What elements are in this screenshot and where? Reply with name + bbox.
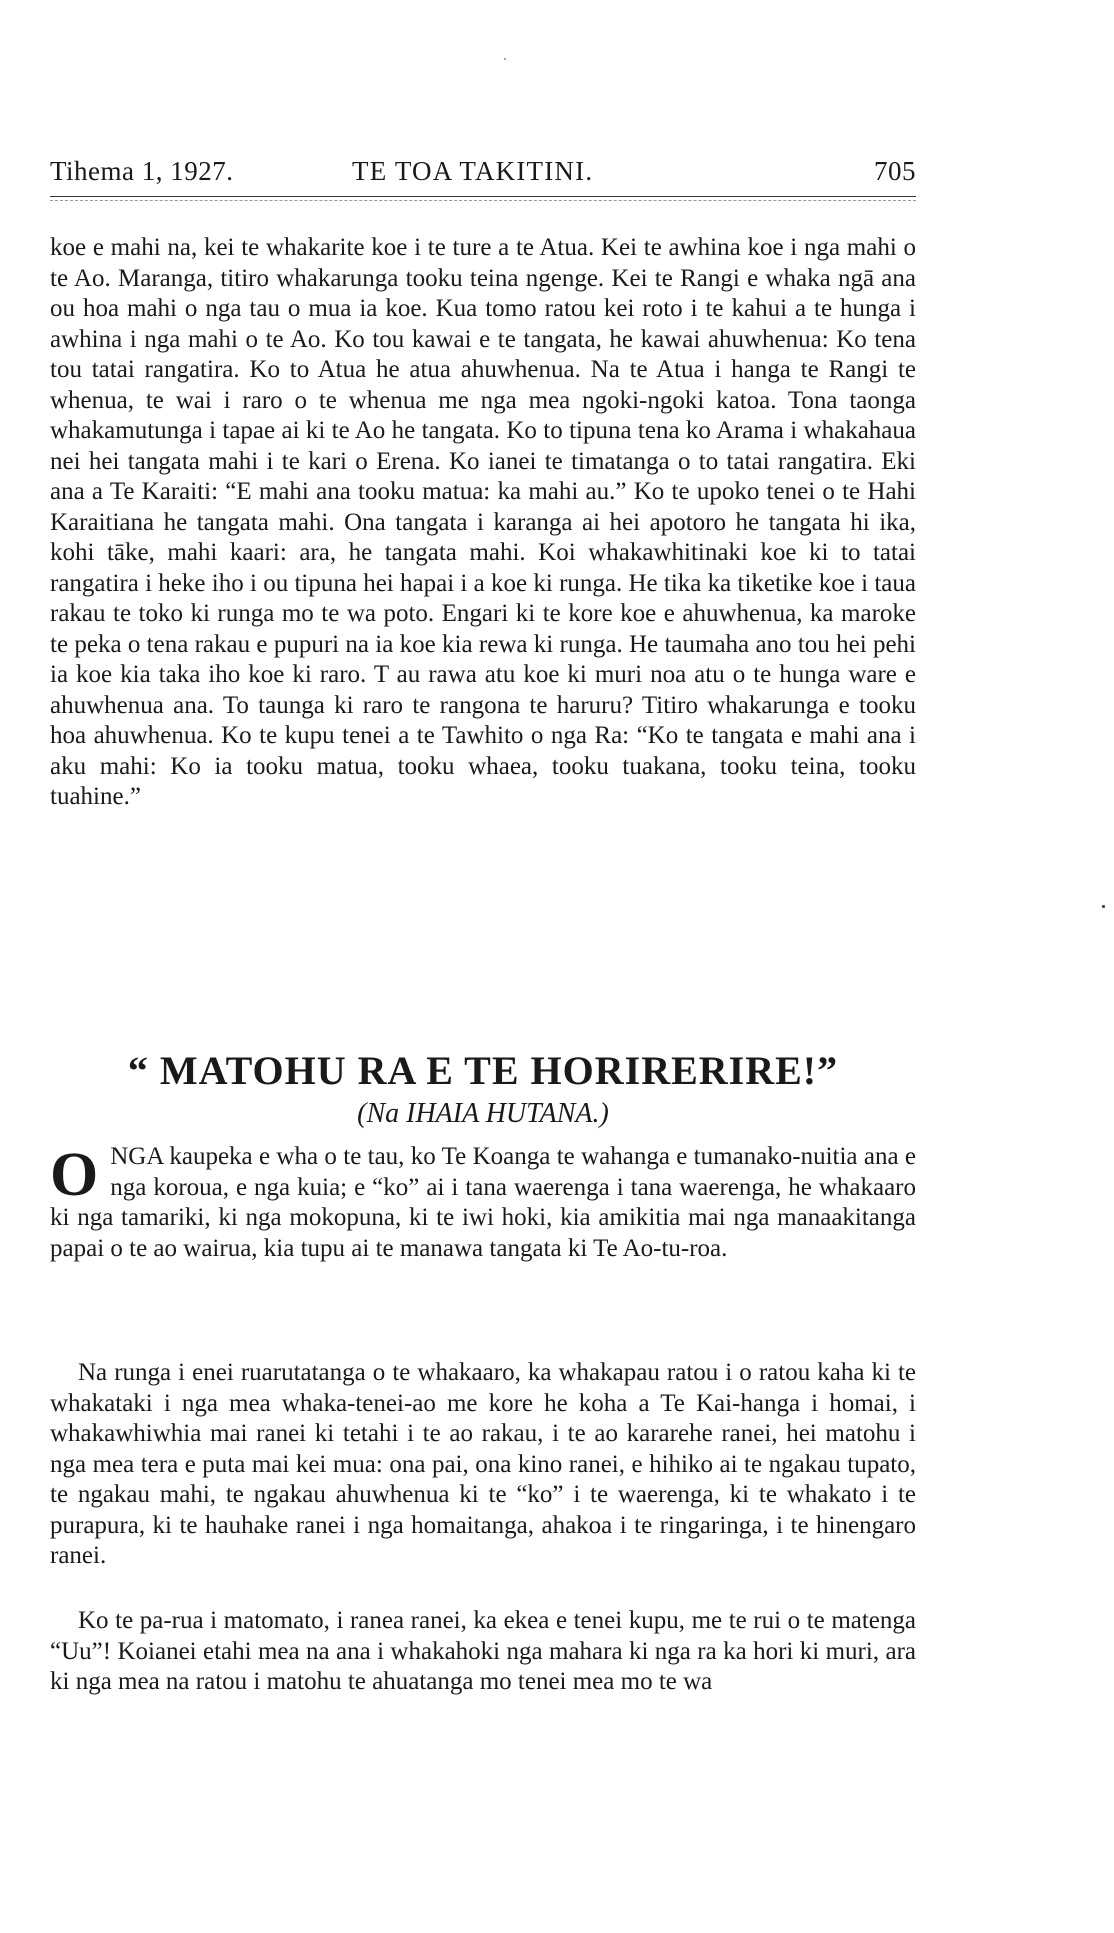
- header-page-number: 705: [874, 156, 916, 186]
- header-rule: [50, 196, 916, 197]
- body-paragraph: koe e mahi na, kei te whakarite koe i te ture a te Atua. Kei te awhina koe i nga mahi o te Ao. Maranga, titiro whakarunga tooku teina ngenge. Kei te Rangi e whaka ngā ana ou hoa mahi o nga tau o mua ia koe. Kua tomo ratou kei roto i te kahui a te hunga i awhina i nga mahi o te Ao. Ko tou kawai e te tangata, he kawai ahuwhenua: Ko tena tou tatai rangatira. Ko to Atua he atua ahuwhenua. Na te Atua i hanga te Rangi te whenua, te wai i raro o te whenua me nga mea ngoki-ngoki katoa. Tona taonga whakamutunga i tapae ai ki te Ao he tangata. Ko to tipuna tena ko Arama i whakahaua nei hei tangata mahi i te kari o Erena. Ko ianei te timatanga o to tatai rangatira. Eki ana a Te Karaiti: “E mahi ana tooku matua: ka mahi au.” Ko te upoko tenei o te Hahi Karaitiana he tangata mahi. Ona tangata i karanga ai hei apotoro he tangata hi ika, kohi tāke, mahi kaari: ara, he tangata mahi. Koi whakawhitinaki koe ki to tatai rangatira i heke iho i ou tipuna hei hapai i a koe ki runga. He tika ka tiketike koe i taua rakau te toko ki runga mo te wa poto. Engari ki te kore koe e ahuwhenua, ka maroke te peka o tena rakau e pupuri na ia koe kia rewa ki runga. He taumaha ano tou hei pehi ia koe kia taka iho koe ki raro. T au rawa atu koe ki muri noa atu o te hunga ware e ahuwhenua ana. To taunga ki raro te rangona te haruru? Titiro whakarunga e tooku hoa ahuwhenua. Ko te kupu tenei a te Tawhito o nga Ra: “Ko te tangata e mahi ana i aku mahi: Ko ia tooku matua, tooku whaea, tooku tuakana, tooku teina, tooku tuahine.”: [50, 234, 916, 810]
- article-paragraph-lead-text: NGA kaupeka e wha o te tau, ko Te Koanga te wahanga e tumanako-nuitia ana e nga koroua, e nga kuia; e “ko” ai i tana waerenga i tana waerenga, he whakaaro ki nga tamariki, ki nga mokopuna, ki te iwi hoki, kia amikitia mai nga manaakitanga papai o te ao wairua, kia tupu ai te manawa tangata ki Te Ao-tu-roa.: [50, 1143, 916, 1262]
- print-speck: [1102, 905, 1105, 908]
- article-title: “ MATOHU RA E TE HORIRERIRE!”: [127, 1048, 839, 1093]
- header-date: Tihema 1, 1927.: [50, 156, 234, 186]
- article-byline: (Na IHAIA HUTANA.): [357, 1098, 609, 1129]
- header-rule-faint: [50, 200, 916, 201]
- article-paragraph: Na runga i enei ruarutatanga o te whakaaro, ka whakapau ratou i o ratou kaha ki te whakataki i nga mea whaka-tenei-ao me kore he koha a Te Kai-hanga i homai, i whakawhiwhia mai ranei ki tetahi i te ao rakau, i te ao kararehe ranei, hei matohu i nga mea tera e puta mai kei mua: ona pai, ona kino ranei, e hihiko ai te ngakau tupato, te ngakau mahi, te ngakau ahuwhenua ki te “ko” i te waerenga, ki te whakato i te purapura, ki te hauhake ranei i nga homaitanga, ahakoa i te ringaringa, i te hinengaro ranei.: [50, 1359, 916, 1569]
- drop-cap: O: [50, 1141, 99, 1209]
- article-paragraph-lead: [50, 1142, 916, 1264]
- header-publication: TE TOA TAKITINI.: [352, 156, 594, 186]
- print-speck: [504, 58, 506, 60]
- running-header: [50, 156, 916, 190]
- article-paragraph: Ko te pa-rua i matomato, i ranea ranei, ka ekea e tenei kupu, me te rui o te matenga “Uu”! Koianei etahi mea na ana i whakahoki nga mahara ki nga ra ka hori ki muri, ara ki nga mea na ratou i matohu te ahuatanga mo tenei mea mo te wa: [50, 1607, 916, 1695]
